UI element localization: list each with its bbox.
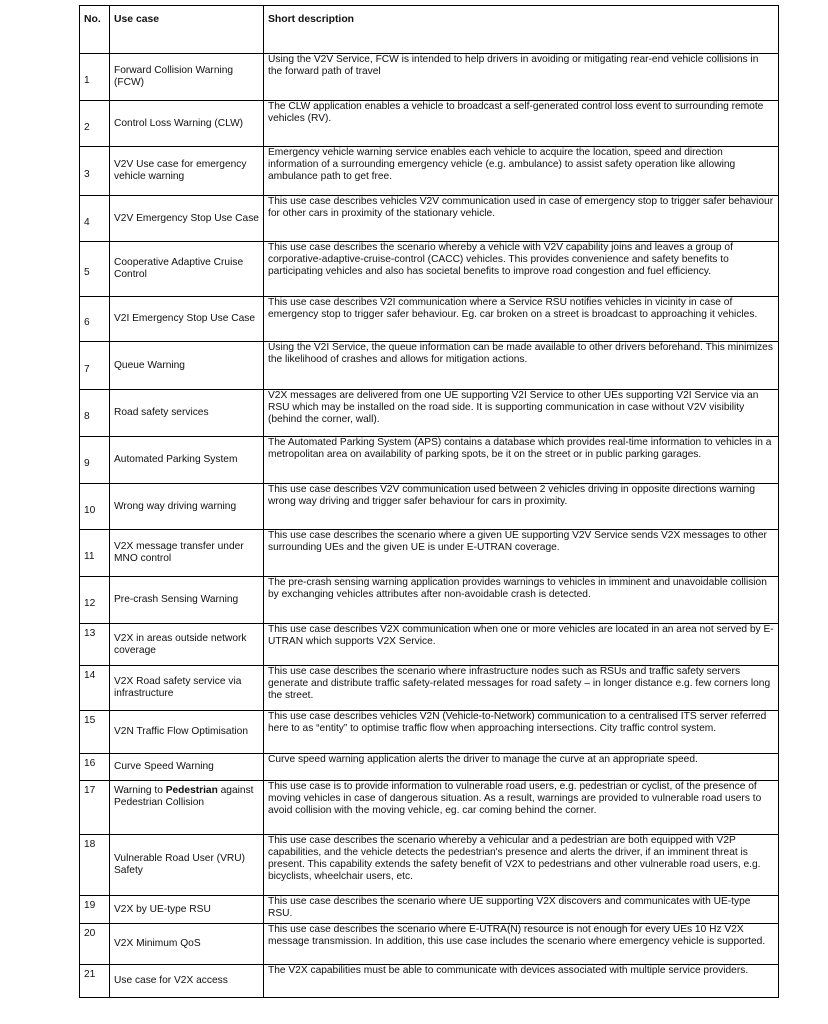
- use-case-description: This use case describes the scenario where a given UE supporting V2V Service sends V2X messages to other surrounding UEs and the given UE is under E-UTRAN coverage.: [264, 530, 779, 577]
- row-number: 6: [80, 297, 110, 342]
- use-case-name: Use case for V2X access: [110, 965, 264, 998]
- use-case-description: The pre-crash sensing warning application provides warnings to vehicles in imminent and unavoidable collision by exchanging vehicles attributes after non-avoidable crash is detected.: [264, 577, 779, 624]
- table-row: [80, 666, 779, 711]
- table-row: [80, 196, 779, 242]
- table-row: [80, 835, 779, 896]
- use-case-name: V2X in areas outside network coverage: [110, 624, 264, 666]
- row-number: 21: [80, 965, 110, 998]
- row-number: 8: [80, 390, 110, 437]
- use-case-name-bold: Pedestrian: [165, 785, 218, 796]
- use-case-description: This use case describes V2X communication when one or more vehicles are located in an area not served by E-UTRAN which supports V2X Service.: [264, 624, 779, 666]
- row-number: 10: [80, 484, 110, 530]
- use-case-name: [110, 781, 264, 835]
- use-case-table: [79, 5, 779, 998]
- table-row: [80, 754, 779, 781]
- table-row: [80, 484, 779, 530]
- use-case-name: V2X Minimum QoS: [110, 924, 264, 965]
- row-number: 1: [80, 54, 110, 101]
- use-case-description: The CLW application enables a vehicle to broadcast a self-generated control loss event to surrounding remote vehicles (RV).: [264, 101, 779, 147]
- table-row: [80, 437, 779, 484]
- row-number: 18: [80, 835, 110, 896]
- use-case-description: This use case is to provide information to vulnerable road users, e.g. pedestrian or cyclist, of the presence of moving vehicles in case of dangerous situation. As a result, warnings are provided to vulnerable road users to avoid collision with the moving vehicle, eg. car coming behind the corner.: [264, 781, 779, 835]
- use-case-name: Wrong way driving warning: [110, 484, 264, 530]
- use-case-description: This use case describes vehicles V2N (Vehicle-to-Network) communication to a centralised ITS server referred here to as “entity” to optimise traffic flow when approaching intersections. City traffic control system.: [264, 711, 779, 754]
- header-no: No.: [80, 6, 110, 54]
- use-case-name: Control Loss Warning (CLW): [110, 101, 264, 147]
- use-case-description: This use case describes the scenario where UE supporting V2X discovers and communicates with UE-type RSU.: [264, 896, 779, 924]
- table-row: [80, 342, 779, 390]
- use-case-table-container: [79, 5, 778, 998]
- use-case-name: Vulnerable Road User (VRU) Safety: [110, 835, 264, 896]
- header-use-case: Use case: [110, 6, 264, 54]
- use-case-description: Using the V2I Service, the queue information can be made available to other drivers beforehand. This minimizes the likelihood of crashes and allows for mitigation actions.: [264, 342, 779, 390]
- use-case-name: V2N Traffic Flow Optimisation: [110, 711, 264, 754]
- row-number: 11: [80, 530, 110, 577]
- row-number: 3: [80, 147, 110, 196]
- table-row: [80, 242, 779, 297]
- use-case-description: This use case describes the scenario where infrastructure nodes such as RSUs and traffic safety servers generate and distribute traffic safety-related messages for road safety – in longer distance e.g. few corners long the street.: [264, 666, 779, 711]
- row-number: 2: [80, 101, 110, 147]
- use-case-name: Queue Warning: [110, 342, 264, 390]
- row-number: 15: [80, 711, 110, 754]
- table-row: [80, 711, 779, 754]
- row-number: 12: [80, 577, 110, 624]
- table-row: [80, 101, 779, 147]
- row-number: 14: [80, 666, 110, 711]
- row-number: 4: [80, 196, 110, 242]
- use-case-description: The V2X capabilities must be able to communicate with devices associated with multiple service providers.: [264, 965, 779, 998]
- table-row: [80, 624, 779, 666]
- table-row: [80, 781, 779, 835]
- use-case-name: Forward Collision Warning (FCW): [110, 54, 264, 101]
- use-case-description: Curve speed warning application alerts the driver to manage the curve at an appropriate speed.: [264, 754, 779, 781]
- use-case-description: The Automated Parking System (APS) contains a database which provides real-time information to vehicles in a metropolitan area on availability of parking spots, be it on the street or in public parking garages.: [264, 437, 779, 484]
- use-case-name-suffix: against Pedestrian Collision: [114, 785, 254, 808]
- table-row: [80, 924, 779, 965]
- table-row: [80, 577, 779, 624]
- use-case-name: V2V Emergency Stop Use Case: [110, 196, 264, 242]
- use-case-description: Emergency vehicle warning service enables each vehicle to acquire the location, speed and direction information of a surrounding emergency vehicle (e.g. ambulance) to assist safety operation like allowing ambulance path to get free.: [264, 147, 779, 196]
- row-number: 16: [80, 754, 110, 781]
- table-row: [80, 297, 779, 342]
- use-case-description: This use case describes V2V communication used between 2 vehicles driving in opposite directions warning wrong way driving and trigger safer behaviour for cars in proximity.: [264, 484, 779, 530]
- row-number: 17: [80, 781, 110, 835]
- use-case-description: This use case describes the scenario whereby a vehicular and a pedestrian are both equipped with V2P capabilities, and the vehicle detects the pedestrian's presence and alerts the driver, if an imminent threat is present. This capability extends the safety benefit of V2X to pedestrians and other vulnerable road users, e.g. bicyclists, wheelchair users, etc.: [264, 835, 779, 896]
- use-case-description: This use case describes vehicles V2V communication used in case of emergency stop to trigger safer behaviour for other cars in proximity of the stationary vehicle.: [264, 196, 779, 242]
- use-case-description: This use case describes V2I communication where a Service RSU notifies vehicles in vicinity in case of emergency stop to trigger safer behaviour. Eg. car broken on a street is broadcast to approaching it vehicles.: [264, 297, 779, 342]
- use-case-description: V2X messages are delivered from one UE supporting V2I Service to other UEs supporting V2I Service via an RSU which may be installed on the road side. It is supporting communication in case without V2V visibility (behind the corner, wall).: [264, 390, 779, 437]
- row-number: 5: [80, 242, 110, 297]
- use-case-name: Curve Speed Warning: [110, 754, 264, 781]
- table-row: [80, 965, 779, 998]
- use-case-name: Road safety services: [110, 390, 264, 437]
- use-case-name: Automated Parking System: [110, 437, 264, 484]
- table-row: [80, 147, 779, 196]
- table-header-row: [80, 6, 779, 54]
- use-case-name: V2X message transfer under MNO control: [110, 530, 264, 577]
- use-case-name: V2V Use case for emergency vehicle warning: [110, 147, 264, 196]
- use-case-description: This use case describes the scenario whereby a vehicle with V2V capability joins and leaves a group of corporative-adaptive-cruise-control (CACC) vehicles. This provides convenience and safety benefits to participating vehicles and also has societal benefits to improve road congestion and fuel efficiency.: [264, 242, 779, 297]
- table-row: [80, 390, 779, 437]
- use-case-name-prefix: Warning to: [114, 785, 166, 796]
- use-case-name: V2X by UE-type RSU: [110, 896, 264, 924]
- use-case-name: Cooperative Adaptive Cruise Control: [110, 242, 264, 297]
- table-row: [80, 896, 779, 924]
- row-number: 20: [80, 924, 110, 965]
- use-case-name: Pre-crash Sensing Warning: [110, 577, 264, 624]
- use-case-description: Using the V2V Service, FCW is intended to help drivers in avoiding or mitigating rear-end vehicle collisions in the forward path of travel: [264, 54, 779, 101]
- header-description: Short description: [264, 6, 779, 54]
- row-number: 19: [80, 896, 110, 924]
- table-row: [80, 530, 779, 577]
- row-number: 13: [80, 624, 110, 666]
- row-number: 7: [80, 342, 110, 390]
- use-case-description: This use case describes the scenario where E-UTRA(N) resource is not enough for every UEs 10 Hz V2X message transmission. In addition, this use case includes the scenario where emergency vehicle is supported.: [264, 924, 779, 965]
- row-number: 9: [80, 437, 110, 484]
- table-row: [80, 54, 779, 101]
- use-case-name: V2I Emergency Stop Use Case: [110, 297, 264, 342]
- table-body: [80, 54, 779, 998]
- use-case-name: V2X Road safety service via infrastructure: [110, 666, 264, 711]
